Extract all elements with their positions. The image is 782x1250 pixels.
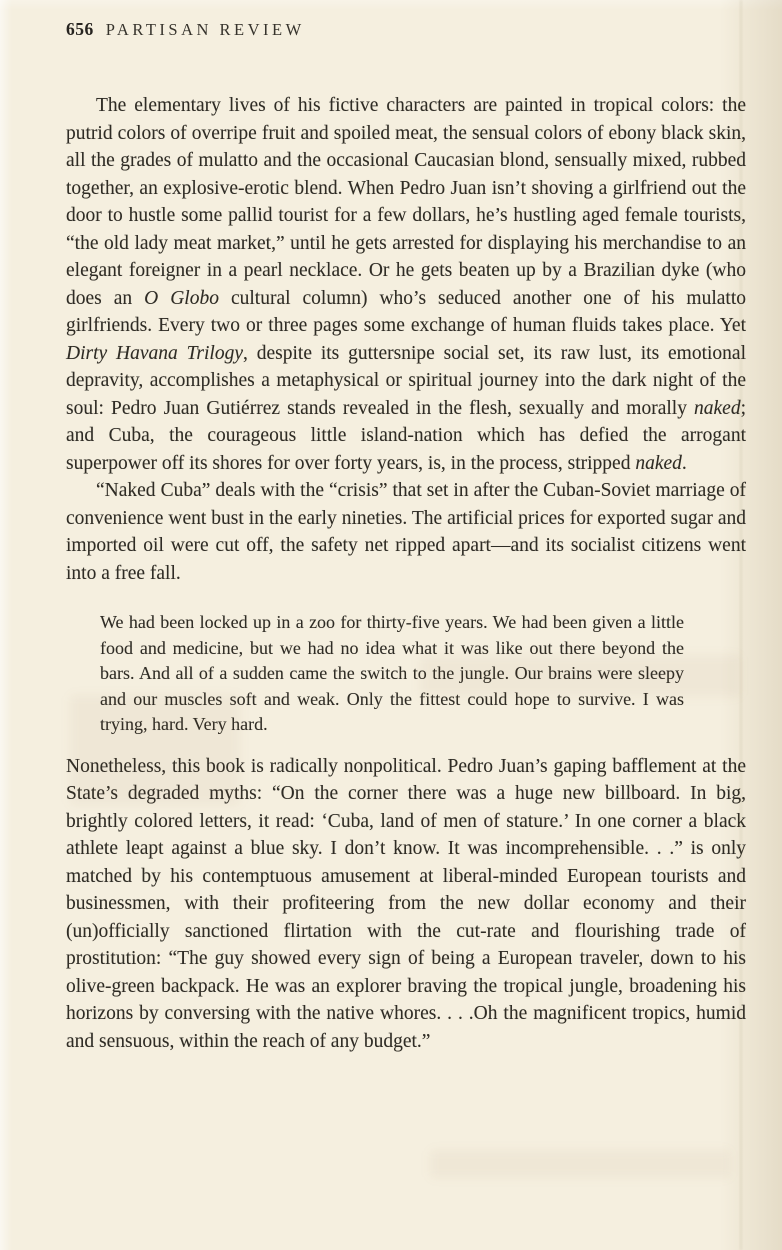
text-segment: The elementary lives of his fictive characters are painted in tropical colors: the putrid colors of overripe fruit and spoiled meat, the sensual colors of ebony black skin, all the grades of mulatto and the occasional Caucasian blond, sensually mixed, rubbed together, an explosive-erotic blend. When Pedro Juan isn’t shoving a girlfriend out the door to hustle some pallid tourist for a few dollars, he’s hustling aged female tourists, “the old lady meat market,” until he gets arrested for displaying his merchandise to an elegant foreigner in a pearl necklace. Or he gets beaten up by a Brazilian dyke (who does an: [66, 95, 746, 309]
journal-title: PARTISAN REVIEW: [105, 20, 305, 39]
text-segment: ; and Cuba, the courageous little island-nation which has defied the arrogant superpower off its shores for over forty years, is, in the process, stripped: [66, 397, 746, 474]
text-segment: .: [681, 452, 687, 474]
text-segment: We had been locked up in a zoo for thirty-five years. We had been given a little food and medicine, but we had no idea what it was like out there beyond the bars. And all of a sudden came the switch to the jungle. Our brains were sleepy and our muscles soft and weak. Only the fittest could hope to survive. I was trying, hard. Very hard.: [100, 612, 684, 734]
page-number: 656: [66, 19, 94, 39]
bleed-through-artifact: [420, 655, 740, 697]
text-segment: “Naked Cuba” deals with the “crisis” that set in after the Cuban-Soviet marriage of convenience went bust in the early nineties. The artificial prices for exported sugar and imported oil were cut off, the safety net ripped apart—and its socialist citizens went into a free fall.: [66, 480, 746, 584]
italic-text-segment: Dirty Havana Trilogy: [66, 342, 243, 364]
italic-text-segment: naked: [694, 397, 741, 419]
paragraph-1: [66, 92, 746, 477]
text-segment: , despite its guttersnipe social set, its raw lust, its emotional depravity, accomplishes a metaphysical or spiritual journey into the dark night of the soul: Pedro Juan Gutiérrez stands revealed in the flesh, sexually and morally: [66, 342, 747, 419]
text-segment: Nonetheless, this book is radically nonpolitical. Pedro Juan’s gaping bafflement at the State’s degraded myths: “On the corner there was a huge new billboard. In big, brightly colored letters, it read: ‘Cuba, land of men of stature.’ In one corner a black athlete leapt against a blue sky. I don’t know. It was incomprehensible. . .” is only matched by his contemptuous amusement at liberal-minded European tourists and businessmen, with their profiteering from the new dollar economy and their (un)officially sanctioned flirtation with the cut-rate and flourishing trade of prostitution: “The guy showed every sign of being a European traveler, down to his olive-green backpack. He was an explorer braving the tropical jungle, broadening his horizons by conversing with the native whores. . . .Oh the magnificent tropics, humid and sensuous, within the reach of any budget.”: [66, 755, 746, 1052]
bleed-through-artifact: [70, 695, 240, 805]
paragraph-2: [66, 477, 746, 587]
italic-text-segment: naked: [635, 452, 682, 474]
running-header: [66, 19, 305, 40]
bleed-through-artifact: [430, 1150, 730, 1178]
page-text: [66, 92, 746, 1055]
page-crease: [740, 0, 742, 1250]
italic-text-segment: O Globo: [144, 287, 219, 309]
text-segment: cultural column) who’s seduced another one of his mulatto girlfriends. Every two or three pages some exchange of human fluids takes place. Yet: [66, 287, 746, 336]
